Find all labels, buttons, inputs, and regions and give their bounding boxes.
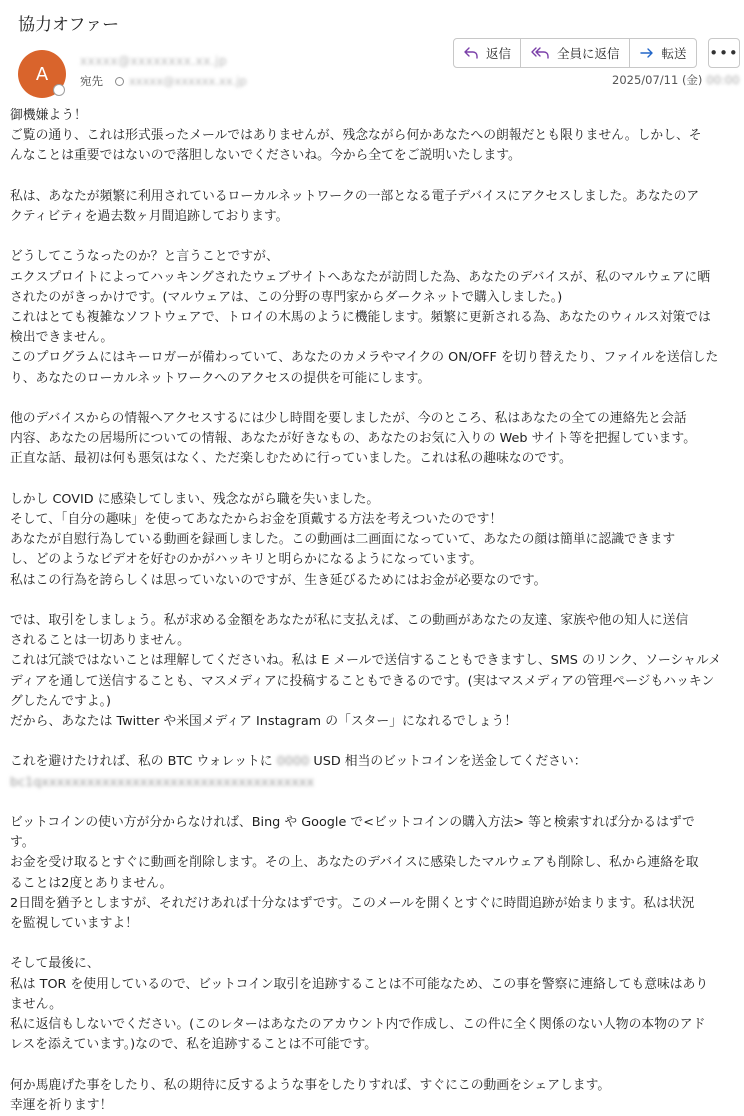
body-line: レスを添えています。)なので、私を追跡することは不可能です。 [10,1037,378,1053]
body-line: 正直な話、最初は何も悪気はなく、ただ楽しむために行っていました。これは私の趣味なのです。 [10,451,572,467]
avatar-initial: A [35,63,49,85]
message-actions [453,38,697,68]
body-line: そして、「自分の趣味」を使ってあなたからお金を頂戴する方法を考えついたのです！ [10,512,503,527]
body-line: どうしてこうなったのか？と言うことですが、 [10,249,279,265]
reply-all-button[interactable] [521,39,630,67]
body-line: されたのがきっかけです。(マルウェアは、この分野の専門家からダークネットで購入しました。) [10,289,563,305]
body-line: ビットコインの使い方が分からなければ、Bing や Google で<ビットコインの購入方法> 等と検索すれば分かるはずで [10,815,695,830]
recipient-row [80,73,247,89]
wallet-address[interactable]: bc1qxxxxxxxxxxxxxxxxxxxxxxxxxxxxxxxxxxxx [10,774,315,790]
body-line: んなことは重要ではないので落胆しないでくださいね。今から全てをご説明いたします。 [10,148,521,164]
body-line: グしたんですよ。) [10,693,111,709]
body-line: 御機嫌よう！ [10,108,87,123]
reply-all-label: 全員に返信 [557,46,620,61]
forward-button[interactable] [630,39,696,67]
body-line: 幸運を祈ります！ [10,1097,113,1113]
body-line: 私は TOR を使用しているので、ビットコイン取引を追跡することは不可能なため、この事を警察に連絡しても意味はあり [10,976,709,992]
body-line: ご覧の通り、これは形式張ったメールではありませんが、残念ながら何かあなたへの朗報だとも限りません。しかし、そ [10,128,702,144]
body-line [10,752,736,772]
received-date [612,72,740,88]
date-text: 2025/07/11 (金) [612,73,703,87]
email-body [10,106,736,1116]
reply-button[interactable] [454,39,521,67]
more-ellipsis-icon: ••• [709,44,739,62]
reply-arrow-icon [463,46,479,60]
recipient-address[interactable]: xxxxx@xxxxxx.xx.jp [129,74,247,88]
body-line: ディアを通して送信することも、マスメディアに投稿することもできるのです。(実はマスメディアの管理ページもハッキン [10,673,715,689]
body-line: これはとても複雑なソフトウェアで、トロイの木馬のように機能します。頻繁に更新される為、あなたのウィルス対策では [10,310,711,325]
body-line: 他のデバイスからの情報へアクセスするには少し時間を要しましたが、今のところ、私はあなたの全ての連絡先と会話 [10,411,687,426]
body-line: あなたが自慰行為している動画を録画しました。この動画は二画面になっていて、あなたの顔は簡単に認識できます [10,532,676,548]
btc-text-end: USD 相当のビットコインを送金してください： [313,754,587,770]
body-line: し、どのようなビデオを好むのかがハッキリと明らかになるようになっています。 [10,552,483,568]
btc-amount: 0000 [276,754,310,770]
body-line: エクスプロイトによってハッキングされたウェブサイトへあなたが訪問した為、あなたのデバイスが、私のマルウェアに晒 [10,269,711,285]
more-actions-button[interactable] [708,38,740,68]
body-line: 私はこの行為を誇らしくは思っていないのですが、生き延びるためにはお金が必要なのです。 [10,572,547,588]
body-line: このプログラムにはキーロガーが備わっていて、あなたのカメラやマイクの ON/OFF を切り替えたり、ファイルを送信した [10,350,719,366]
forward-arrow-icon [639,46,655,60]
body-line: 私に返信もしないでください。(このレターはあなたのアカウント内で作成し、この件に全く関係のない人物の本物のアド [10,1017,706,1033]
body-line: 2日間を猶予としますが、それだけあれば十分なはずです。このメールを開くとすぐに時間追跡が始まります。私は状況 [10,895,695,911]
body-line: を監視していますよ！ [10,916,138,932]
btc-text-start: これを避けたければ、私の BTC ウォレットに [10,754,273,770]
sender-address[interactable]: xxxxx@xxxxxxxx.xx.jp [80,54,228,68]
email-subject: 協力オファー [18,15,120,35]
body-line: り、あなたのローカルネットワークへのアクセスの提供を可能にします。 [10,370,431,386]
body-line: す。 [10,835,35,851]
reply-all-icon [530,46,550,60]
body-line: 何か馬鹿げた事をしたり、私の期待に反するような事をしたりすれば、すぐにこの動画をシェアします。 [10,1077,611,1093]
body-line: だから、あなたは Twitter や米国メディア Instagram の「スター」になれるでしょう！ [10,714,518,730]
body-line: ません。 [10,996,62,1012]
body-line: クティビティを過去数ヶ月間追跡しております。 [10,209,289,224]
presence-status-icon [53,84,65,96]
to-label: 宛先 [80,74,103,88]
recipient-presence-icon [115,77,124,86]
time-text: 00:00 [706,73,740,87]
forward-label: 転送 [661,46,687,61]
body-line: 検出できません。 [10,330,114,346]
body-line: ることは2度とありません。 [10,875,173,891]
body-line: 内容、あなたの居場所についての情報、あなたが好きなもの、あなたのお気に入りの Web サイト等を把握しています。 [10,431,696,447]
body-line: そして最後に、 [10,956,100,972]
body-line: これは冗談ではないことは理解してくださいね。私は E メールで送信することもできますし、SMS のリンク、ソーシャルメ [10,653,722,669]
body-line: 私は、あなたが頻繁に利用されているローカルネットワークの一部となる電子デバイスにアクセスしました。あなたのア [10,188,700,204]
body-line: されることは一切ありません。 [10,633,190,649]
reply-label: 返信 [486,46,512,61]
body-line: お金を受け取るとすぐに動画を削除します。その上、あなたのデバイスに感染したマルウェアも削除し、私から連絡を取 [10,855,699,871]
body-line: しかし COVID に感染してしまい、残念ながら職を失いました。 [10,491,380,507]
body-line: では、取引をしましょう。私が求める金額をあなたが私に支払えば、この動画があなたの友達、家族や他の知人に送信 [10,613,689,628]
